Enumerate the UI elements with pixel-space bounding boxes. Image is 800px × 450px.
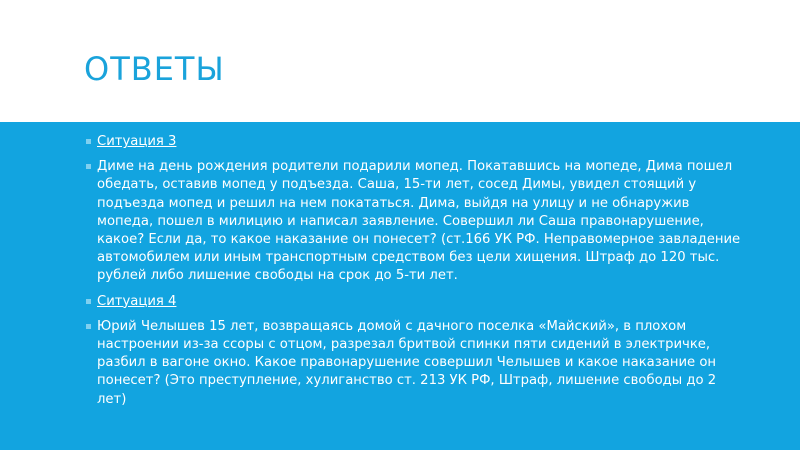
bullet-marker [86,324,91,329]
bullet-marker [86,299,91,304]
list-item [86,133,746,151]
list-item [86,293,746,311]
bullet-marker [86,139,91,144]
situation-3-heading: Ситуация 3 [97,134,177,149]
situation-4-heading: Ситуация 4 [97,293,177,309]
situation-3-text: Диме на день рождения родители подарили мопед. Покатавшись на мопеде, Дима пошел обедать, оставив мопед у подъезда. Саша, 15-ти лет, сосед Димы, увидел стоящий у подъезда мопед и решил на нем покататься. Дима, выйдя на улицу и не обнаружив мопеда, пошел в милицию и написал заявление. Совершил ли Саша правонарушение, какое? Если да, то какое наказание он понесет? (ст.166 УК РФ. Неправомерное завладение автомобилем или иным транспортным средством без цели хищения. Штраф до 120 тыс. рублей либо лишение свободы на срок до 5-ти лет. [97,159,741,284]
list-item [86,318,746,409]
list-item [86,158,746,285]
slide-title: ОТВЕТЫ [84,50,225,88]
situation-4-text: Юрий Челышев 15 лет, возвращаясь домой с дачного поселка «Майский», в плохом настроении из-за ссоры с отцом, разрезал бритвой спинки пяти сидений в электричке, разбил в вагоне окно. Какое правонарушение совершил Челышев и какое наказание он понесет? (Это преступление, хулиганство ст. 213 УК РФ, Штраф, лишение свободы до 2 лет) [97,318,717,407]
bullet-list [86,133,746,416]
bullet-marker [86,164,91,169]
slide-header [0,0,800,122]
